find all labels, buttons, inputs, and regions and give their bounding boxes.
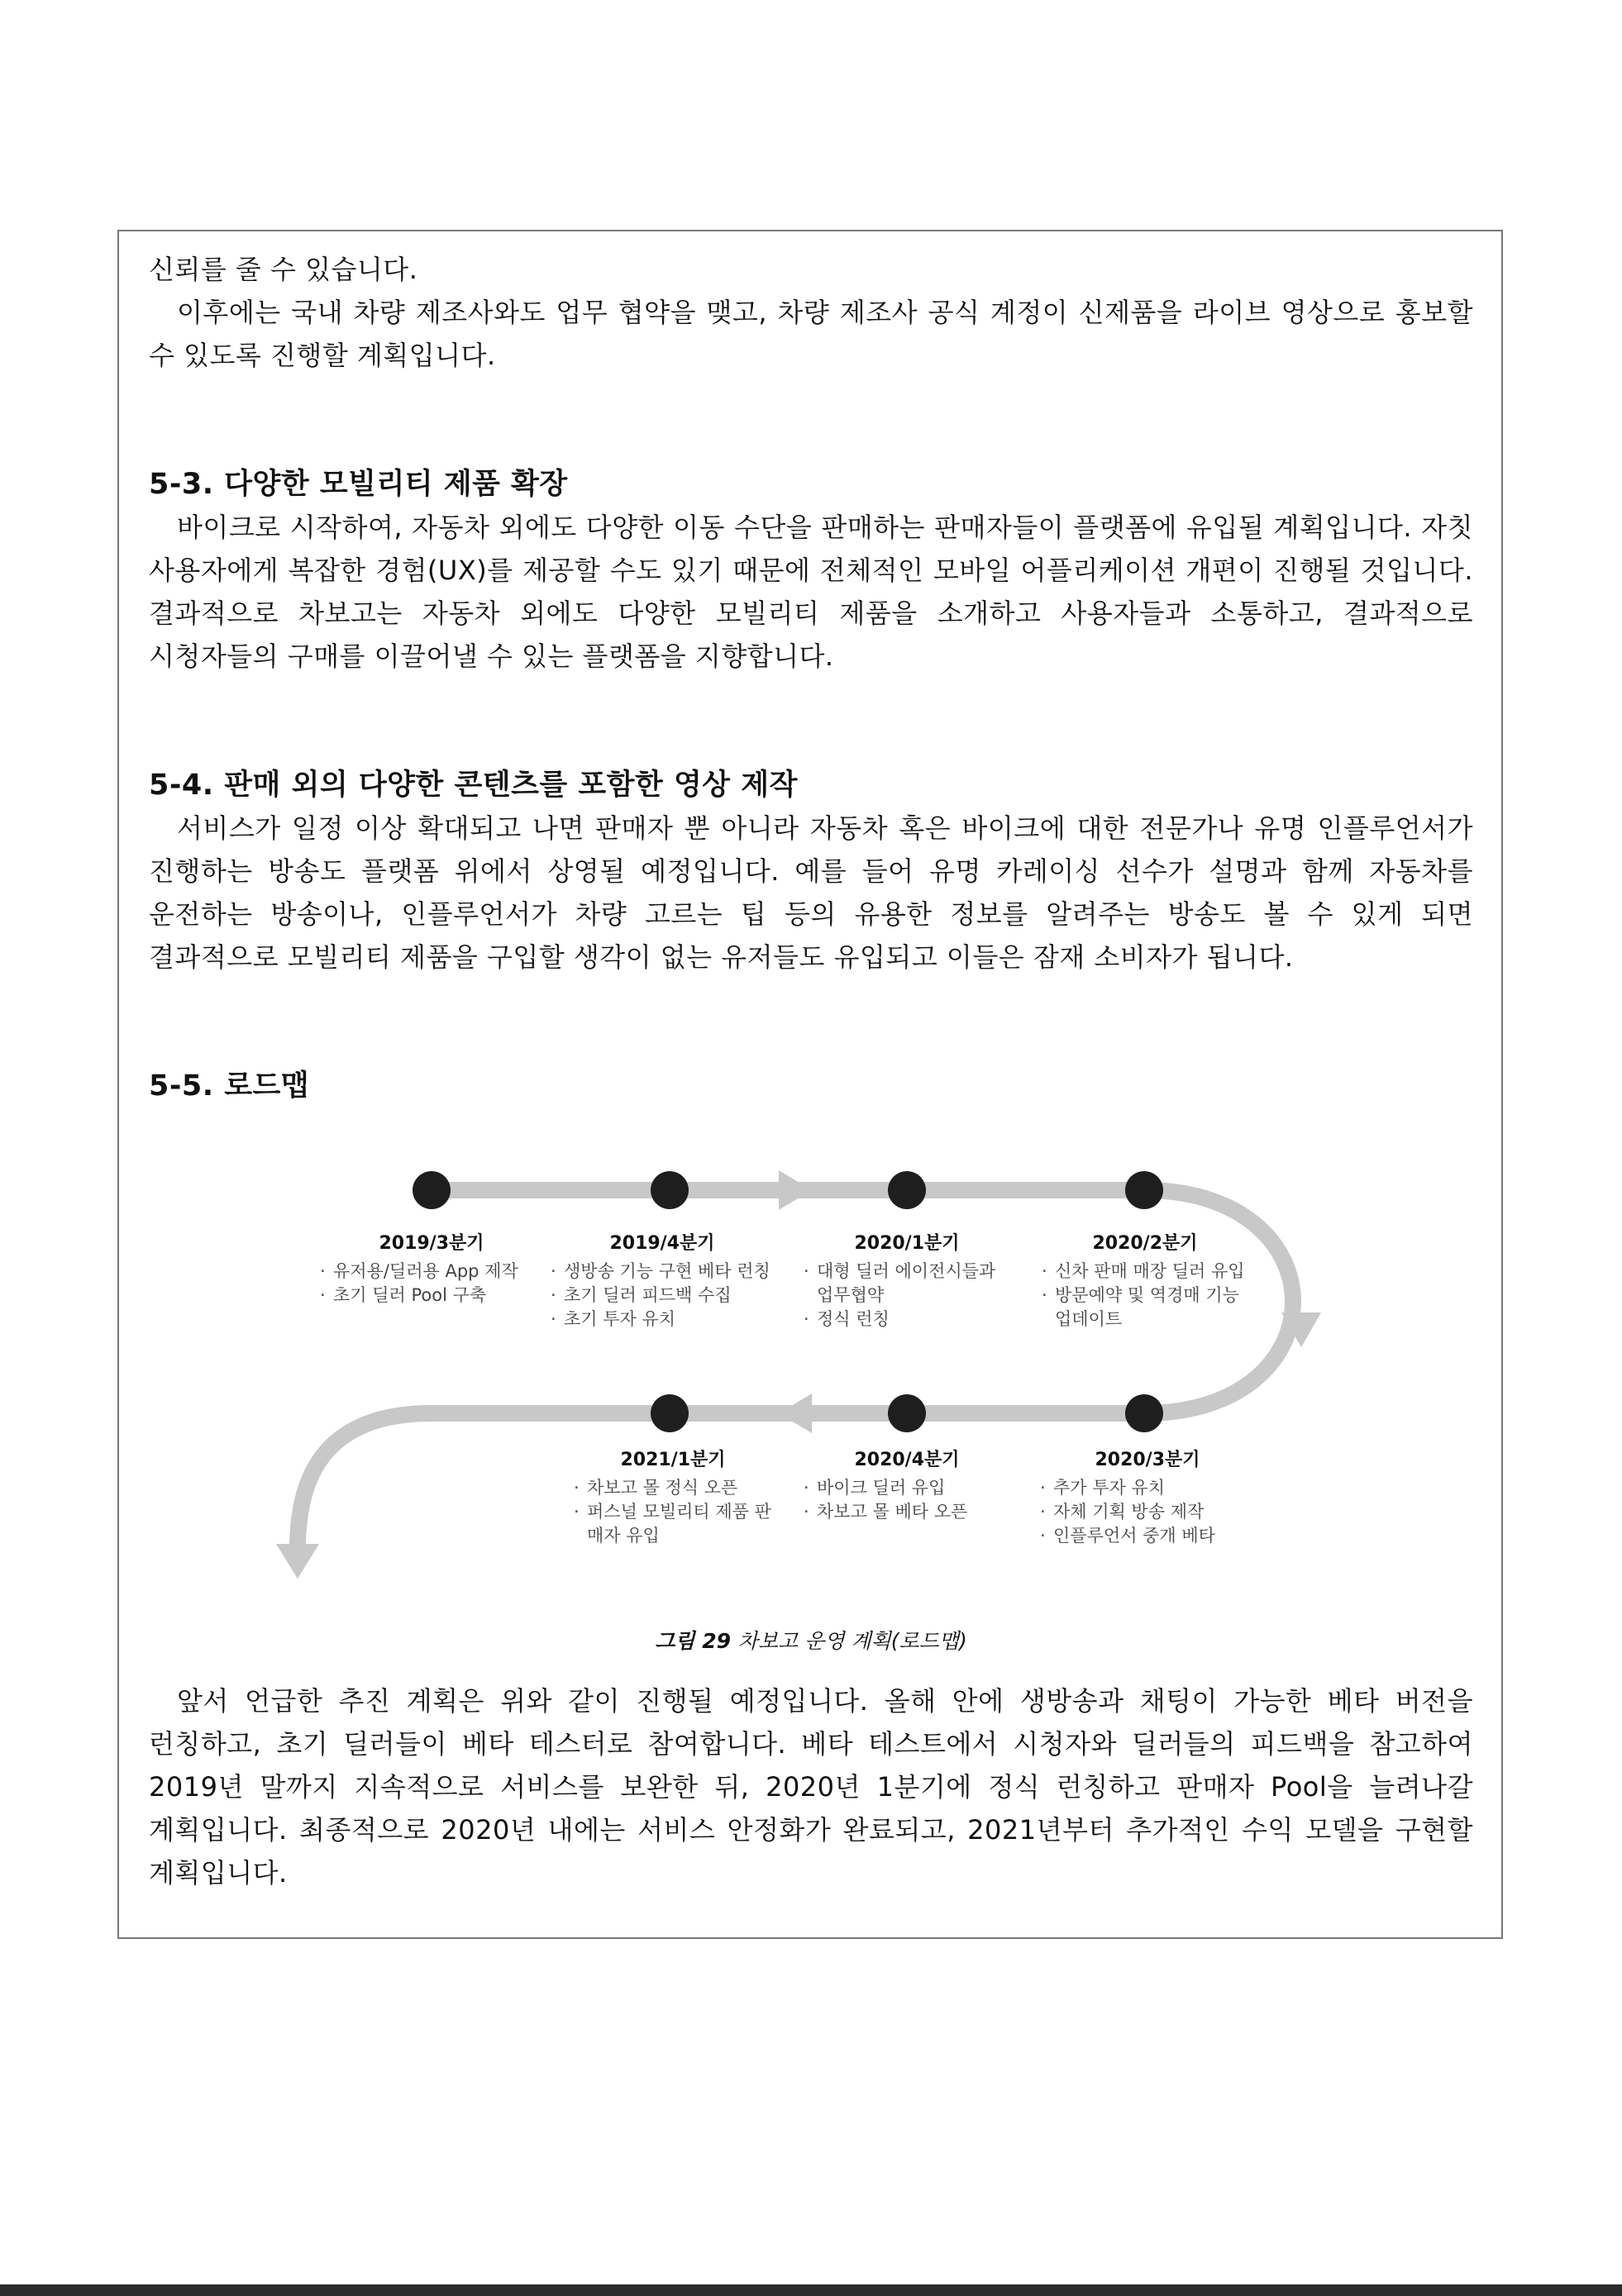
milestone-2019-q3: [320, 1231, 543, 1308]
milestone-item: · 인플루언서 중개 베타: [1040, 1526, 1215, 1546]
milestone-item: · 초기 투자 유치: [551, 1309, 676, 1329]
milestone-quarter: 2020/2분기: [1092, 1233, 1198, 1254]
milestone-item: · 초기 딜러 피드백 수집: [551, 1285, 732, 1305]
paragraph-manufacturer-plan: 이후에는 국내 차량 제조사와도 업무 협약을 맺고, 차량 제조사 공식 계정이 신제품을 라이브 영상으로 홍보할 수 있도록 진행할 계획입니다.: [149, 297, 1473, 371]
milestone-dot: [1125, 1394, 1163, 1432]
milestone-quarter: 2019/4분기: [609, 1233, 715, 1254]
milestone-2020-q2: [1042, 1231, 1248, 1331]
milestone-item: · 자체 기획 방송 제작: [1040, 1502, 1205, 1522]
section-5-3-title: 5-3. 다양한 모빌리티 제품 확장: [149, 468, 568, 501]
milestone-dot: [413, 1171, 451, 1209]
roadmap-track: [149, 1124, 1473, 1625]
milestone-quarter: 2020/1분기: [854, 1233, 960, 1254]
section-5-4-body: 서비스가 일정 이상 확대되고 나면 판매자 뿐 아니라 자동차 혹은 바이크에 대한 전문가나 유명 인플루언서가 진행하는 방송도 플랫폼 위에서 상영될 예정입니다. 예를 들어 유명 카레이싱 선수가 설명과 함께 자동차를 운전하는 방송이나, 인플루언서가 차량 고르는 팁 등의 유용한 정보를 알려주는 방송도 볼 수 있게 되면 결과적으로 모빌리티 제품을 구입할 생각이 없는 유저들도 유입되고 이들은 잠재 소비자가 됩니다.: [149, 812, 1473, 973]
milestone-item: · 초기 딜러 Pool 구축: [320, 1285, 487, 1305]
milestone-item: · 바이크 딜러 유입: [804, 1478, 946, 1498]
milestone-quarter: 2020/4분기: [854, 1450, 960, 1470]
figure-caption-label: 그림 29: [655, 1629, 732, 1653]
milestone-2020-q3: [1040, 1448, 1255, 1548]
milestone-quarter: 2021/1분기: [620, 1450, 726, 1470]
milestone-item: · 대형 딜러 에이전시들과 업무협약: [804, 1261, 996, 1305]
milestone-2020-q4: [804, 1448, 1010, 1524]
milestone-item: · 생방송 기능 구현 베타 런칭: [551, 1261, 770, 1281]
arrow-left-icon: [779, 1393, 812, 1433]
section-5-4-title: 5-4. 판매 외의 다양한 콘텐츠를 포함한 영상 제작: [149, 769, 798, 802]
viewer-bottom-bar: [0, 2284, 1622, 2296]
milestone-quarter: 2019/3분기: [379, 1233, 484, 1254]
milestone-2020-q1: [804, 1231, 1010, 1331]
figure-caption: [149, 1625, 1473, 1658]
milestone-dot: [1125, 1171, 1163, 1209]
milestone-dot: [651, 1394, 689, 1432]
roadmap-figure: [149, 1124, 1473, 1625]
milestone-item: · 차보고 몰 정식 오픈: [574, 1478, 738, 1498]
document-frame: [117, 230, 1503, 1939]
paragraph-trust: 신뢰를 줄 수 있습니다.: [149, 254, 418, 285]
section-5-3-body: 바이크로 시작하여, 자동차 외에도 다양한 이동 수단을 판매하는 판매자들이 플랫폼에 유입될 계획입니다. 자칫 사용자에게 복잡한 경험(UX)를 제공할 수도 있기 때문에 전체적인 모바일 어플리케이션 개편이 진행될 것입니다. 결과적으로 차보고는 자동차 외에도 다양한 모빌리티 제품을 소개하고 사용자들과 소통하고, 결과적으로 시청자들의 구매를 이끌어낼 수 있는 플랫폼을 지향합니다.: [149, 512, 1473, 672]
milestone-item: · 퍼스널 모빌리티 제품 판매자 유입: [574, 1502, 771, 1546]
milestone-dot: [651, 1171, 689, 1209]
milestone-item: · 차보고 몰 베타 오픈: [804, 1502, 968, 1522]
milestone-item: · 정식 런칭: [804, 1309, 890, 1329]
arrow-right-icon: [779, 1170, 812, 1210]
section-5-5-title: 5-5. 로드맵: [149, 1069, 310, 1103]
milestone-dot: [888, 1394, 926, 1432]
milestone-item: · 방문예약 및 역경매 기능 업데이트: [1042, 1285, 1239, 1329]
milestone-item: · 추가 투자 유치: [1040, 1478, 1166, 1498]
figure-caption-text: 차보고 운영 계획(로드맵): [737, 1629, 967, 1653]
document-content: [149, 248, 1473, 1894]
arrow-end-icon: [276, 1544, 319, 1579]
closing-paragraph: 앞서 언급한 추진 계획은 위와 같이 진행될 예정입니다. 올해 안에 생방송과 채팅이 가능한 베타 버전을 런칭하고, 초기 딜러들이 베타 테스터로 참여합니다. 베타 테스트에서 시청자와 딜러들의 피드백을 참고하여 2019년 말까지 지속적으로 서비스를 보완한 뒤, 2020년 1분기에 정식 런칭하고 판매자 Pool을 늘려나갈 계획입니다. 최종적으로 2020년 내에는 서비스 안정화가 완료되고, 2021년부터 추가적인 수익 모델을 구현할 계획입니다.: [149, 1685, 1473, 1889]
milestone-dot: [888, 1171, 926, 1209]
milestone-item: · 신차 판매 매장 딜러 유입: [1042, 1261, 1245, 1281]
milestone-2019-q4: [551, 1231, 774, 1331]
milestone-item: · 유저용/딜러용 App 제작: [320, 1261, 518, 1281]
milestone-2021-q1: [574, 1448, 772, 1548]
milestone-quarter: 2020/3분기: [1095, 1450, 1200, 1470]
